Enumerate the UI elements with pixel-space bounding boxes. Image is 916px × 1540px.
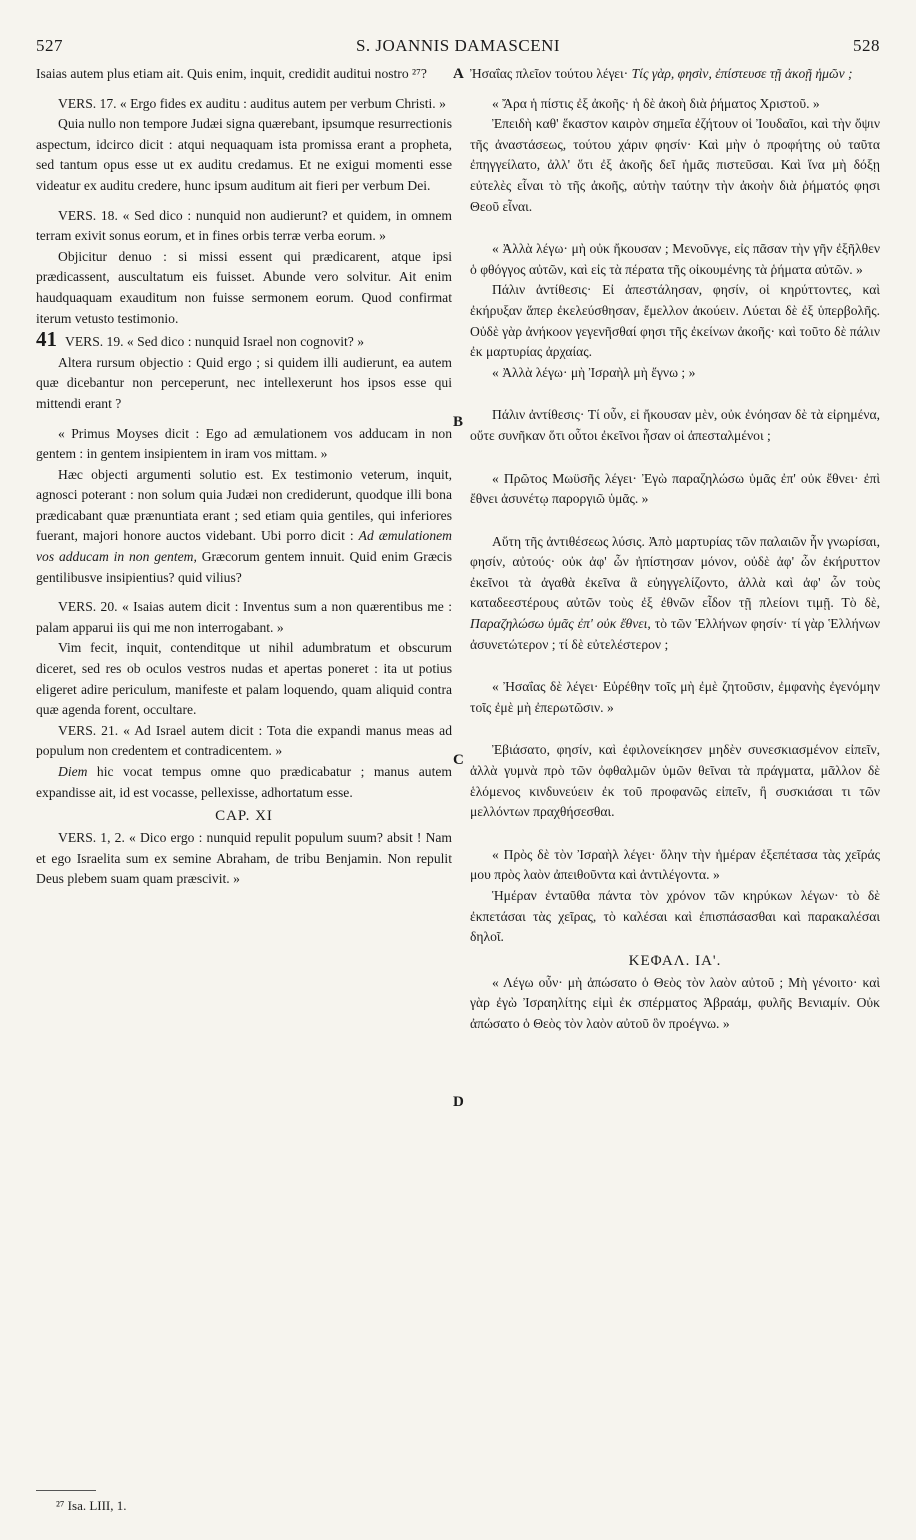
margin-marker-c: C xyxy=(453,752,464,768)
greek-para-text: Ἠσαΐας πλεῖον τούτου λέγει· xyxy=(470,66,632,81)
greek-italic-quote: Τίς γὰρ, φησὶν, ἐπίστευσε τῇ ἀκοῇ ἡμῶν ; xyxy=(631,66,853,81)
latin-verse: VERS. 21. « Ad Israel autem dicit : Tota die expandi manus meas ad populum non credentem et contradicentem. » xyxy=(36,722,452,759)
latin-verse: VERS. 1, 2. « Dico ergo : nunquid repulit populum suum? absit ! Nam et ego Israelita sum ex semine Abraham, de tribu Benjamin. Non repulit Deus plebem suam quam præscivit. » xyxy=(36,830,452,887)
greek-verse: « Πρῶτος Μωϋσῆς λέγει· Ἐγὼ παραζηλώσω ὑμᾶς ἐπ' οὐκ ἔθνει· ἐπὶ ἔθνει ἀσυνέτῳ παροργιῶ ὑμᾶς. » xyxy=(470,470,880,507)
latin-para-text: Græcorum gentem innuit. Quid enim Græcis gentilibusve insipientius? quid vilius? xyxy=(36,549,452,585)
latin-para: Isaias autem plus etiam ait. Quis enim, inquit, credidit auditui nostro ²⁷? xyxy=(36,66,427,81)
greek-verse: « Λέγω οὖν· μὴ ἀπώσατο ὁ Θεὸς τὸν λαὸν αὐτοῦ ; Μὴ γένοιτο· καὶ γὰρ ἐγὼ Ἰσραηλίτης εἰμὶ ἐκ σπέρματος Ἀβραάμ, φυλῆς Βενιαμίν. Οὐκ ἀπώσατο ὁ Θεὸς τὸν λαὸν αὐτοῦ ὃν προέγνω. » xyxy=(470,974,880,1031)
greek-verse: « Πρὸς δὲ τὸν Ἰσραὴλ λέγει· ὅλην τὴν ἡμέραν ἐξεπέτασα τὰς χεῖράς μου πρὸς λαὸν ἀπειθοῦντα καὶ ἀντιλέγοντα. » xyxy=(470,846,880,883)
greek-verse: « Ἠσαΐας δὲ λέγει· Εὑρέθην τοῖς μὴ ἐμὲ ζητοῦσιν, ἐμφανὴς ἐγενόμην τοῖς ἐμὲ μὴ ἐπερωτῶσιν. » xyxy=(470,679,880,715)
latin-para xyxy=(36,465,452,589)
page-number-left: 527 xyxy=(36,36,63,55)
page-number-right: 528 xyxy=(853,36,880,55)
latin-para: Vim fecit, inquit, contenditque ut nihil adumbratum et obscurum diceret, sed res ob oculos vestros nudas et apertas poneret : ita ut potius eligeret adire periculum, manifeste et palam loquendo, quam aliquid contra quæ agenda forent, occultare. xyxy=(36,640,452,718)
greek-column xyxy=(470,64,880,1035)
greek-verse: « Ἀλλὰ λέγω· μὴ Ἰσραὴλ μὴ ἔγνω ; » xyxy=(492,364,696,380)
greek-para: Πάλιν ἀντίθεσις· Τί οὖν, εἰ ἤκουσαν μὲν, οὐκ ἐνόησαν δὲ τὰ εἰρημένα, οὔτε συνῆκαν ὅτι οὗτοι ἐκεῖνοι ἦσαν οἱ ἀπεσταλμένοι ; xyxy=(470,407,880,443)
greek-verse: « Ἀλλὰ λέγω· μὴ οὐκ ἤκουσαν ; Μενοῦνγε, εἰς πᾶσαν τὴν γῆν ἐξῆλθεν ὁ φθόγγος αὐτῶν, καὶ εἰς τὰ πέρατα τῆς οἰκουμένης τὰ ῥήματα αὐτῶν. » xyxy=(470,241,880,277)
greek-chapter-heading: ΚΕΦΑΛ. ΙΑ'. xyxy=(628,952,722,969)
latin-verse: « Primus Moyses dicit : Ego ad æmulationem vos adducam in non gentem : in gentem insipientem in iram vos mittam. » xyxy=(36,425,452,462)
greek-para xyxy=(470,64,880,85)
latin-verse: VERS. 18. « Sed dico : nunquid non audierunt? et quidem, in omnem terram exivit sonus eorum, et in fines orbis terræ verba eorum. » xyxy=(36,207,452,244)
latin-chapter-heading: CAP. XI xyxy=(215,808,273,825)
chapter-section-number: 41 xyxy=(36,327,57,352)
footnote-rule xyxy=(36,1490,96,1491)
running-title: S. JOANNIS DAMASCENI xyxy=(355,36,561,55)
latin-italic-word: Diem xyxy=(58,764,88,779)
latin-para: Objicitur denuo : si missi essent qui prædicarent, atque ipsi prædicassent, auscultatum eis fuisset. Abunde vero solvitur. Ait enim haudquaquam exauditum non fuisse sermonem eorum. Quod confirmat iterum vetusto testimonio. xyxy=(36,248,452,326)
greek-para-text: τὸ τῶν Ἑλλήνων φησίν· τί γὰρ Ἑλλήνων ἀσυνετώτερον ; τί δὲ εὐτελέστερον ; xyxy=(470,616,880,652)
greek-para xyxy=(470,532,880,656)
latin-verse: VERS. 17. « Ergo fides ex auditu : auditus autem per verbum Christi. » xyxy=(58,95,446,111)
page-header xyxy=(36,36,880,62)
margin-marker-b: B xyxy=(453,414,464,430)
greek-para: Πάλιν ἀντίθεσις· Εἰ ἀπεστάλησαν, φησίν, οἱ κηρύττοντες, καὶ ἐκήρυξαν ἅπερ ἐκελεύσθησαν, ἔμελλον ἀκούειν. Λύεται δὲ ἐξ ὑπερβολῆς. Οὐδὲ γὰρ ἀνήκοον γεγενῆσθαί φησι τῆς ἐκείνων ἀκοῆς· καὶ τοῦτο δὲ πάλιν ἐκ μαρτυρίας ἀρχαίας. xyxy=(470,282,880,360)
greek-para: Ἐβιάσατο, φησίν, καὶ ἐφιλονείκησεν μηδὲν συνεσκιασμένον εἰπεῖν, ἀλλὰ γυμνὰ πρὸ τῶν ὀφθαλμῶν ὑμῶν θεῖναι τὰ πράγματα, μᾶλλον δὲ ἑλόμενος κινδυνεύειν ἐκ τοῦ προφανῶς εἰπεῖν, ἢ συσκιάσαι τι τῶν μελλόντων πραχθήσεσθαι. xyxy=(470,742,880,820)
greek-para-text: Αὕτη τῆς ἀντιθέσεως λύσις. Ἀπὸ μαρτυρίας τῶν παλαιῶν ἦν γνωρίσαι, φησίν, αὐτούς· οὐκ ἀφ' ὧν ἠπίστησαν μόνον, οὐδὲ ἀφ' ὧν ἐκήρυττον ἐκεῖνοι τὰ ἀγαθὰ ἐκεῖνα ἃ εὐηγγελίζοντο, ἀλλὰ καὶ ἀφ' ὧν τοὺς καταδεεστέρους αὐτῶν τοὺς ἐξ ἐθνῶν εἶδον τῇ πλείονι τιμῇ. Τὸ δὲ, xyxy=(470,533,880,611)
latin-para-text: hic vocat tempus omne quo prædicabatur ; manus autem expandisse ait, id est vocasse, pellexisse, adhortatum esse. xyxy=(36,764,452,800)
greek-italic-quote: Παραζηλώσω ὑμᾶς ἐπ' οὐκ ἔθνει, xyxy=(470,616,651,632)
latin-verse: VERS. 20. « Isaias autem dicit : Inventus sum a non quærentibus me : palam apparui iis qui me non interrogabant. » xyxy=(36,599,452,635)
margin-marker-a: A xyxy=(453,66,464,82)
latin-column xyxy=(36,64,452,890)
latin-italic-quote: Ad æmulationem vos adducam in non gentem, xyxy=(36,528,452,565)
latin-para-text: Hæc objecti argumenti solutio est. Ex testimonio veterum, inquit, agnosci poterant : non solum quia Judæi non crediderunt, quodque illi bona prædicabant quæ prænuntiata erant ; sed etiam quia gentiles, qui inferiores fuerant, majori honore auctos videbant. Ubi porro dicit : xyxy=(36,466,452,544)
greek-para: Ἡμέραν ἐνταῦθα πάντα τὸν χρόνον τῶν κηρύκων λέγων· τὸ δὲ ἐκπετάσαι τὰς χεῖρας, τὸ καλέσαι καὶ ἐπισπάσασθαι καὶ παρακαλέσαι δηλοῖ. xyxy=(470,888,880,945)
greek-para: Ἐπειδὴ καθ' ἕκαστον καιρὸν σημεῖα ἐζήτουν οἱ Ἰουδαῖοι, καὶ τὴν ὄψιν τῆς ἀναστάσεως, τούτου χάριν φησίν· Καὶ μὴν ὁ προφήτης οὐ ταῦτα ἐπηγγείλατο, ἀλλ' ὅτι ἐξ ἀκοῆς δεῖ ἡμᾶς πιστεῦσαι. Καὶ ἵνα μὴ δόξῃ εὐτελὲς εἶναι τὸ τῆς ἀκοῆς, αὐτὴν ταύτην τὴν ἀκοὴν διὰ ῥήματός φησι Θεοῦ εἶναι. xyxy=(470,116,880,214)
latin-verse xyxy=(36,329,452,353)
latin-para: Quia nullo non tempore Judæi signa quærebant, ipsumque resurrectionis aspectum, idcirco dicit : atqui nequaquam ista promissa erant a propheta, sed tantum opus esse ut ex auditu credamus. Et ne exigui momenti esse videatur ex auditu credere, hunc ipsum auditum ait fieri per verbum Dei. xyxy=(36,116,452,193)
greek-verse: « Ἄρα ἡ πίστις ἐξ ἀκοῆς· ἡ δὲ ἀκοὴ διὰ ῥήματος Χριστοῦ. » xyxy=(492,95,820,111)
latin-para: Altera rursum objectio : Quid ergo ; si quidem illi audierunt, ea autem quæ dicebantur non perceperunt, nec intellexerunt hos ipsos esse qui mittendi erant ? xyxy=(36,354,452,411)
margin-marker-d: D xyxy=(453,1094,464,1110)
latin-verse-text: VERS. 19. « Sed dico : nunquid Israel non cognovit? » xyxy=(65,334,365,350)
footnote: ²⁷ Isa. LIII, 1. xyxy=(56,1498,127,1513)
latin-para xyxy=(36,762,452,803)
